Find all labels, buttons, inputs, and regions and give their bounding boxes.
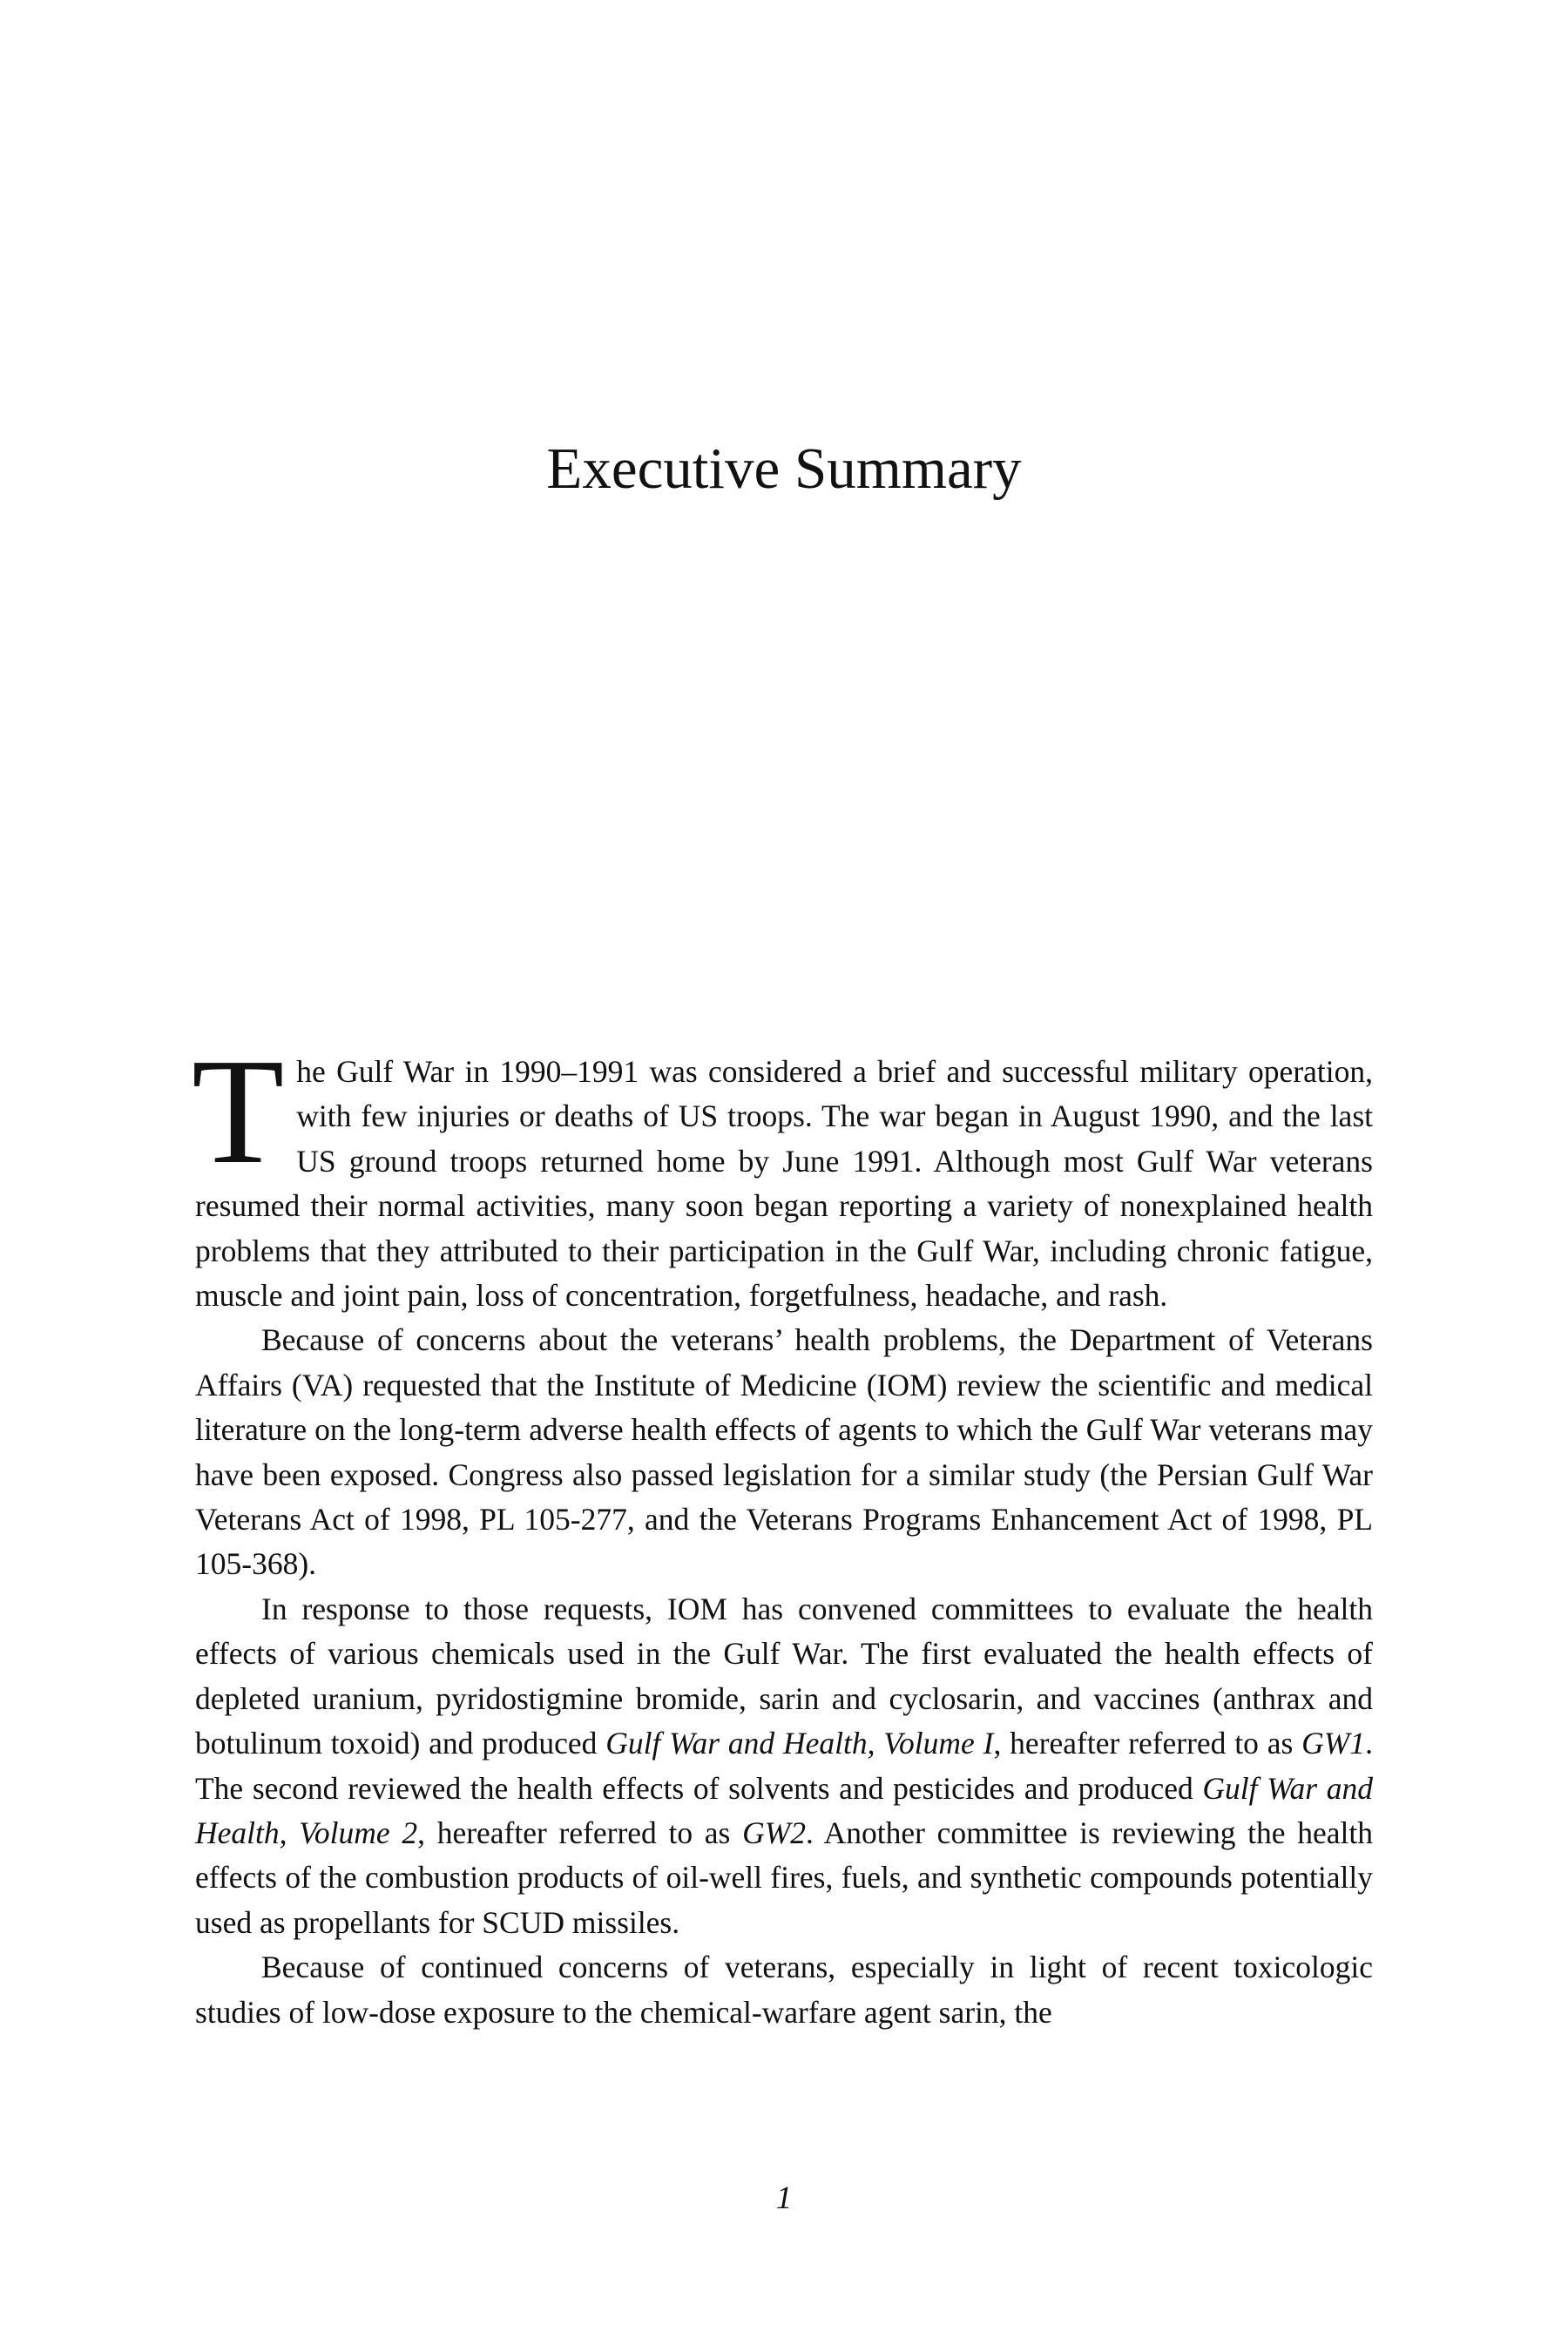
book-title-gw-volume-2: Gulf War and Health, Volume 2 bbox=[195, 1770, 1373, 1850]
body-text bbox=[192, 1027, 1373, 2035]
book-title-gw-volume-1: Gulf War and Health, Volume I bbox=[605, 1726, 994, 1761]
paragraph-1-text: he Gulf War in 1990–1991 was considered a brief and successful military operation, with few injuries or deaths of US troops. The war began in August 1990, and the last US ground troops returned home by June 1991. Although most Gulf War veterans resumed their normal activities, many soon began reporting a variety of nonexplained health problems that they attributed to their participation in the Gulf War, including chronic fatigue, muscle and joint pain, loss of concentration, forgetfulness, headache, and rash. bbox=[195, 1054, 1373, 1314]
abbrev-gw2: GW2 bbox=[742, 1815, 807, 1850]
drop-cap: T bbox=[192, 1027, 285, 1195]
paragraph-1 bbox=[192, 1027, 1373, 1318]
paragraph-2: Because of concerns about the veterans’ health problems, the Department of Veterans Affairs (VA) requested that the Institute of Medicine (IOM) review the scientific and medical literature on the long-term adverse health effects of agents to which the Gulf War veterans may have been exposed. Congress also passed legislation for a similar study (the Persian Gulf War Veterans Act of 1998, PL 105-277, and the Veterans Programs Enhancement Act of 1998, PL 105-368). bbox=[195, 1322, 1373, 1582]
paragraph-3-text: , hereafter referred to as bbox=[417, 1815, 743, 1850]
paragraph-4: Because of continued concerns of veterans, especially in light of recent toxicologic studies of low-dose exposure to the chemical-warfare agent sarin, the bbox=[195, 1950, 1373, 2030]
paragraph-3 bbox=[195, 1587, 1373, 1945]
paragraph-3-text: . Another committee is reviewing the health effects of the combustion products of oil-well fires, fuels, and synthetic compounds potentially used as propellants for SCUD missiles. bbox=[195, 1815, 1373, 1940]
paragraph-3-text: , hereafter referred to as bbox=[993, 1726, 1302, 1761]
page-number: 1 bbox=[775, 2180, 793, 2216]
paragraph-3-text: In response to those requests, IOM has convened committees to evaluate the health effects of various chemicals used in the Gulf War. The first evaluated the health effects of depleted uranium, pyridostigmine bromide, sarin and cyclosarin, and vaccines (anthrax and botulinum toxoid) and produced bbox=[195, 1591, 1373, 1761]
chapter-title: Executive Summary bbox=[546, 436, 1022, 501]
paragraph-3-text: . The second reviewed the health effects of solvents and pesticides and produced bbox=[195, 1726, 1373, 1806]
abbrev-gw1: GW1 bbox=[1301, 1726, 1366, 1761]
